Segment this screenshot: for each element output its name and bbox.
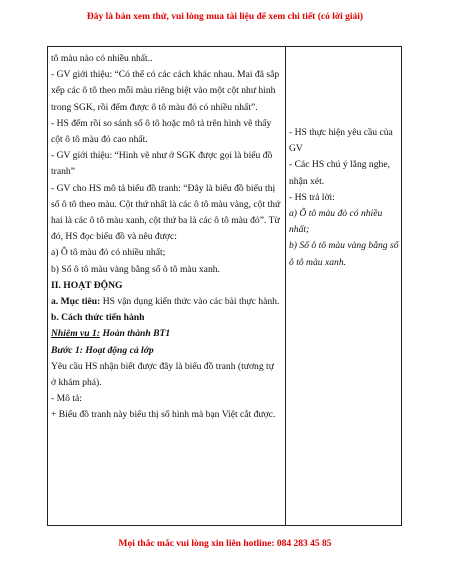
paragraph: - GV giới thiệu: “Có thể có các cách khác nhau. Mai đã sắp xếp các ô tô theo mỗi màu riêng biệt vào một cột như hình trong SGK, rồi đếm được ô tô màu đỏ có nhiều nhất”. [51, 69, 280, 113]
paragraph: Yêu cầu HS nhận biết được đây là biểu đồ tranh (tương tự ở khám phá). [51, 360, 274, 389]
task-label: Nhiệm vụ 1: [51, 328, 101, 340]
paragraph: - HS thực hiện yêu cầu của GV [289, 127, 393, 155]
column-divider [285, 47, 286, 525]
paragraph: - GV cho HS mô tả biểu đồ tranh: “Đây là biểu đồ biểu thị số ô tô theo màu. Cột thứ nhất là các ô tô màu vàng, cột thứ hai là các ô tô màu xanh, cột thứ ba là các ô tô màu đỏ”. Từ đó, HS đọc biểu đồ và nêu được: [51, 182, 281, 243]
teacher-activity-column [51, 51, 281, 424]
paragraph: b) Số ô tô màu vàng bằng số ô tô màu xanh. [51, 263, 220, 275]
section-title: II. HOẠT ĐỘNG [51, 279, 123, 291]
paragraph: - Các HS chú ý lắng nghe, nhận xét. [289, 159, 390, 187]
hotline-footer: Mọi thắc mắc vui lòng xin liên hotline: 084 283 45 85 [118, 539, 332, 549]
paragraph: - Mô tả: [51, 393, 82, 405]
goal-paragraph [51, 294, 281, 310]
goal-text: HS vận dụng kiến thức vào các bài thực hành. [100, 296, 280, 308]
paragraph: - HS trả lời: [289, 191, 335, 203]
task-text: Hoàn thành BT1 [100, 328, 171, 340]
student-activity-column [289, 125, 401, 271]
paragraph: tô màu nào có nhiều nhất.. [51, 53, 153, 64]
answer-a: a) Ô tô màu đỏ có nhiều nhất; [289, 208, 383, 236]
paragraph: a) Ô tô màu đỏ có nhiều nhất; [51, 247, 166, 259]
method-title: b. Cách thức tiến hành [51, 312, 145, 324]
task-heading [51, 326, 281, 342]
step-title: Bước 1: Hoạt động cả lớp [51, 344, 154, 356]
paragraph: - HS đếm rồi so sánh số ô tô hoặc mô tả trên hình vẽ thấy cột ô tô màu đỏ cao nhất. [51, 117, 272, 146]
goal-label: a. Mục tiêu: [51, 296, 101, 308]
lesson-table [47, 46, 402, 526]
paragraph: - GV giới thiệu: “Hình vẽ như ở SGK được gọi là biểu đồ tranh” [51, 150, 273, 178]
answer-b: b) Số ô tô màu vàng bằng số ô tô màu xanh. [289, 240, 399, 268]
preview-banner: Đây là bản xem thử, vui lòng mua tài liệu để xem chi tiết (có lời giải) [86, 12, 364, 22]
paragraph: + Biểu đồ tranh này biểu thị số hình mà bạn Việt cắt được. [51, 409, 276, 421]
